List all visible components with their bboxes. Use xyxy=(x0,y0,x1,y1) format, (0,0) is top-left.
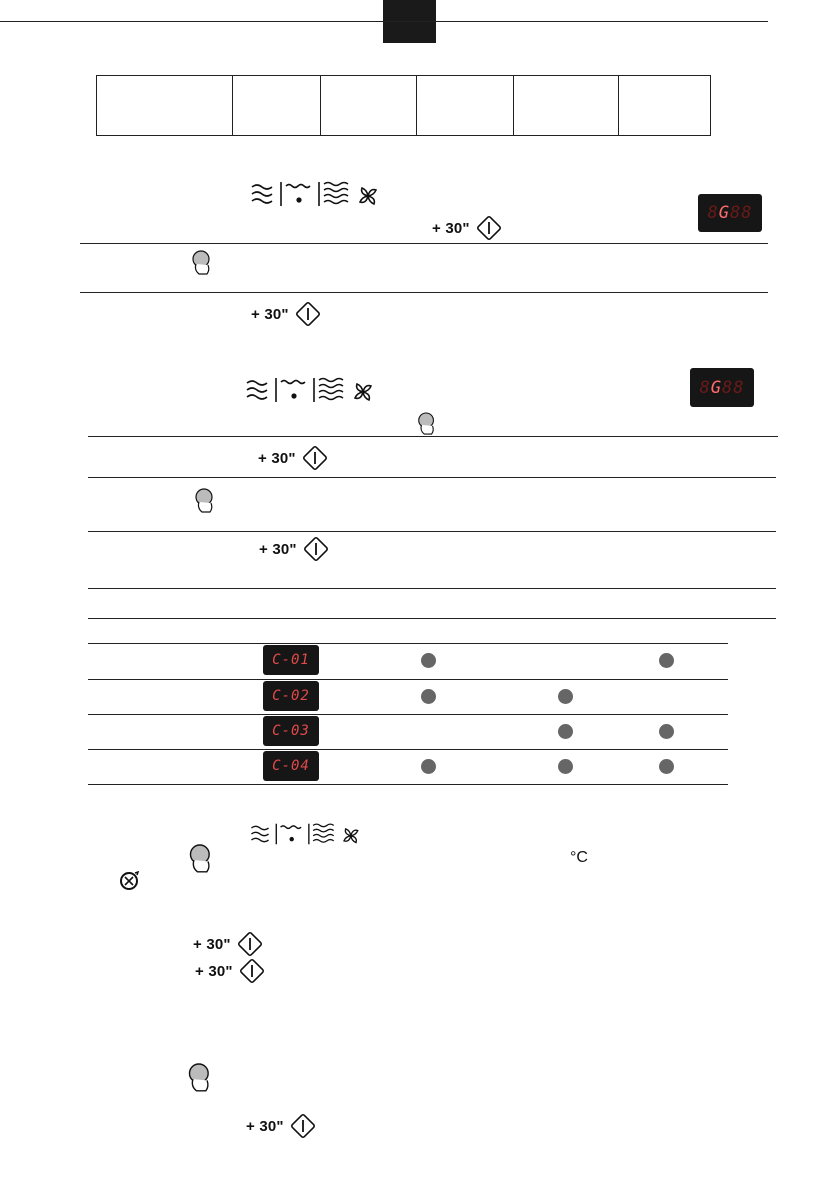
convection-heat-icon xyxy=(319,379,343,400)
display-digits: 88 xyxy=(730,203,753,223)
header-cell xyxy=(619,76,711,136)
microwave-waves-icon xyxy=(252,185,272,203)
celsius-unit: °C xyxy=(570,849,588,866)
rotary-knob-icon[interactable] xyxy=(193,488,217,514)
display-digit: 8 xyxy=(699,377,711,398)
header-table xyxy=(96,75,711,136)
fan-icon xyxy=(360,188,376,204)
program-code-display xyxy=(263,645,319,675)
start-button[interactable] xyxy=(246,1113,316,1139)
start-button-icon xyxy=(290,1113,316,1139)
rotary-knob-icon[interactable] xyxy=(190,250,214,276)
rotary-knob-icon[interactable] xyxy=(186,1062,214,1094)
start-button-label: + 30" xyxy=(246,1117,284,1135)
microwave-waves-icon xyxy=(247,381,267,399)
start-button-label: + 30" xyxy=(432,219,470,237)
microwave-waves-icon xyxy=(251,826,268,841)
program-code: C-03 xyxy=(272,723,310,739)
mode-indicator-dot xyxy=(558,759,573,774)
table-rule xyxy=(88,784,728,785)
program-code: C-04 xyxy=(272,758,310,774)
start-button[interactable] xyxy=(432,215,502,241)
program-code-display xyxy=(263,716,319,746)
start-button[interactable] xyxy=(251,301,321,327)
fan-icon xyxy=(355,384,371,400)
section-rule xyxy=(88,531,776,532)
start-button-icon xyxy=(303,536,329,562)
mode-indicator-dot xyxy=(421,759,436,774)
section-rule xyxy=(88,588,776,589)
start-button-label: + 30" xyxy=(251,305,289,323)
start-button[interactable] xyxy=(259,536,329,562)
program-code-display xyxy=(263,751,319,781)
header-cell xyxy=(320,76,417,136)
rotary-knob-icon[interactable] xyxy=(187,843,215,875)
header-cell xyxy=(97,76,233,136)
start-button[interactable] xyxy=(258,445,328,471)
start-button-icon xyxy=(302,445,328,471)
grill-icon xyxy=(281,381,305,398)
mode-indicator-dot xyxy=(558,689,573,704)
mode-icons-strip xyxy=(248,180,388,208)
mode-icons-group xyxy=(243,376,383,404)
display-digit-lit: G xyxy=(710,377,722,398)
mode-icons-group xyxy=(248,180,388,208)
start-button-label: + 30" xyxy=(258,449,296,467)
table-rule xyxy=(88,643,728,644)
display-digit-lit: G xyxy=(718,203,730,223)
section-rule xyxy=(80,292,768,293)
start-button-label: + 30" xyxy=(193,935,231,953)
led-display xyxy=(690,368,754,407)
led-display xyxy=(698,194,762,232)
mode-icons-strip xyxy=(244,822,372,846)
fan-icon xyxy=(344,829,358,843)
header-rule xyxy=(0,21,768,22)
header-cell xyxy=(233,76,321,136)
start-button-icon xyxy=(237,931,263,957)
mode-indicator-dot xyxy=(421,689,436,704)
start-button[interactable] xyxy=(195,958,265,984)
program-code-display xyxy=(263,681,319,711)
mode-indicator-dot xyxy=(558,724,573,739)
table-rule xyxy=(88,714,728,715)
header-cell xyxy=(417,76,514,136)
display-digit: 8 xyxy=(707,203,719,223)
section-rule xyxy=(88,436,778,437)
rotary-knob-icon[interactable] xyxy=(416,412,438,436)
grill-icon xyxy=(281,826,302,841)
mode-icons-strip xyxy=(243,376,383,404)
mode-icons-group xyxy=(244,822,372,846)
program-code: C-01 xyxy=(272,652,310,668)
mode-indicator-dot xyxy=(659,724,674,739)
table-rule xyxy=(88,679,728,680)
program-code: C-02 xyxy=(272,688,310,704)
mode-indicator-dot xyxy=(659,759,674,774)
table-rule xyxy=(88,749,728,750)
mode-indicator-dot xyxy=(659,653,674,668)
grill-icon xyxy=(286,185,310,202)
display-digits: 88 xyxy=(722,377,745,398)
start-button-icon xyxy=(476,215,502,241)
start-button-icon xyxy=(295,301,321,327)
start-button[interactable] xyxy=(193,931,263,957)
defrost-icon xyxy=(117,869,143,893)
section-rule xyxy=(80,243,768,244)
start-button-label: + 30" xyxy=(195,962,233,980)
section-rule xyxy=(88,618,776,619)
header-cell xyxy=(513,76,618,136)
start-button-label: + 30" xyxy=(259,540,297,558)
convection-heat-icon xyxy=(313,824,334,842)
mode-indicator-dot xyxy=(421,653,436,668)
section-rule xyxy=(88,477,776,478)
convection-heat-icon xyxy=(324,183,348,204)
start-button-icon xyxy=(239,958,265,984)
